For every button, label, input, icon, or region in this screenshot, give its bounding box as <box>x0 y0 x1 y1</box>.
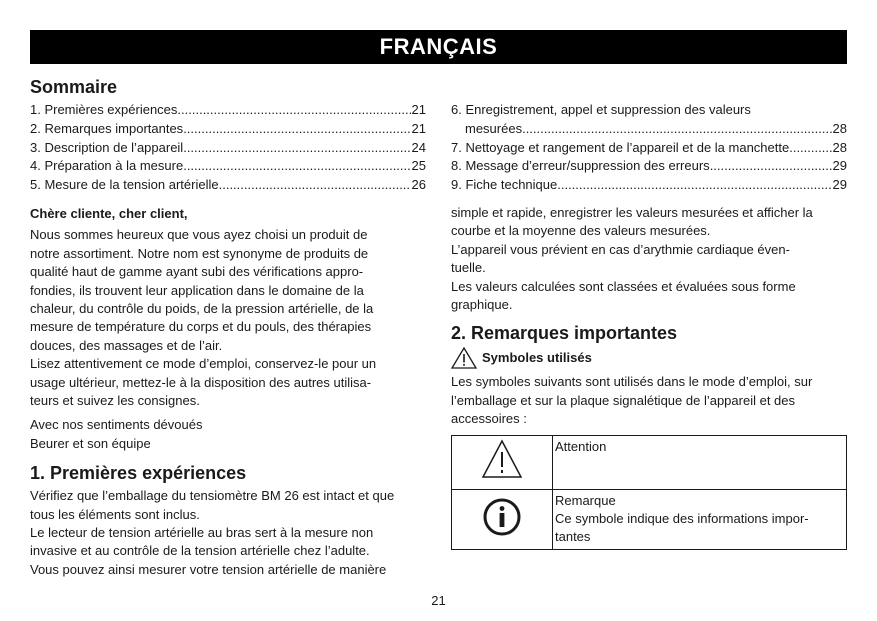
toc-item[interactable]: 1. Premières expériences ..... 21 <box>30 101 426 120</box>
symbol-description: Remarque Ce symbole indique des informations impor- tantes <box>553 489 847 549</box>
table-row <box>452 435 847 489</box>
symbols-table <box>451 435 847 550</box>
symbol-cell <box>452 435 553 489</box>
toc-item[interactable]: 5. Mesure de la tension artérielle ..... 26 <box>30 176 426 195</box>
toc-left <box>30 101 426 195</box>
section1-continued: simple et rapide, enregistrer les valeurs mesurées et afficher la courbe et la moyenne des valeurs mesurées. L’appareil vous prévient en cas d’arythmie cardiaque éven- tuelle. Les valeurs calculées sont classées et évaluées sous forme graphique. <box>451 205 813 313</box>
warning-triangle-icon <box>451 347 477 369</box>
symbol-cell <box>452 489 553 549</box>
toc-item-continued[interactable]: mesurées ..... 28 <box>451 120 847 139</box>
letter-body: Nous sommes heureux que vous ayez choisi un produit de notre assortiment. Notre nom est synonyme de produits de qualité haut de gamme ayant subi des vérifications appro- fondies, ils trouvent leur application dans le domaine de la chaleur, du contrôle du poids, de la pression artérielle, de la mesure de température du corps et du pouls, des thérapies douces, des massages et de l’air. Lisez attentivement ce mode d’emploi, conservez-le pour un usage ultérieur, mettez-le à la disposition des autres utilisa- teurs et suivez les consignes. <box>30 227 377 409</box>
section1-heading: 1. Premières expériences <box>30 463 247 484</box>
section2-heading: 2. Remarques importantes <box>451 323 678 344</box>
contents-heading: Sommaire <box>30 77 118 97</box>
toc-item[interactable]: 7. Nettoyage et rangement de l’appareil et de la manchette ..... 28 <box>451 139 847 158</box>
warning-triangle-icon <box>481 439 523 479</box>
symbols-intro: Les symboles suivants sont utilisés dans le mode d’emploi, sur l’emballage et sur la plaque signalétique de l’appareil et des accessoires : <box>451 374 813 427</box>
left-column <box>30 76 426 579</box>
greeting: Chère cliente, cher client, <box>30 205 188 221</box>
section1-body: Vérifiez que l’emballage du tensiomètre BM 26 est intact et que tous les éléments sont inclus. Le lecteur de tension artérielle au bras sert à la mesure non invasive et au contrôle de la tension artérielle chez l’adulte. Vous pouvez ainsi mesurer votre tension artérielle de manière <box>30 488 395 577</box>
toc-item[interactable]: 2. Remarques importantes ..... 21 <box>30 120 426 139</box>
symbols-heading: Symboles utilisés <box>451 347 847 369</box>
toc-item[interactable]: 9. Fiche technique ..... 29 <box>451 176 847 195</box>
page-number: 21 <box>431 593 446 608</box>
right-column-body <box>451 204 847 550</box>
toc-item[interactable]: 3. Description de l’appareil ..... 24 <box>30 139 426 158</box>
letter-closing: Avec nos sentiments dévoués Beurer et son équipe <box>30 417 203 451</box>
table-row <box>452 489 847 549</box>
language-banner: FRANÇAIS <box>30 30 847 64</box>
toc-right <box>451 101 847 195</box>
info-circle-icon <box>482 497 522 537</box>
toc-item[interactable]: 8. Message d’erreur/suppression des erreurs ..... 29 <box>451 157 847 176</box>
toc-item[interactable]: 6. Enregistrement, appel et suppression des valeurs <box>451 102 751 117</box>
toc-item[interactable]: 4. Préparation à la mesure ..... 25 <box>30 157 426 176</box>
symbol-description: Attention <box>553 435 847 489</box>
